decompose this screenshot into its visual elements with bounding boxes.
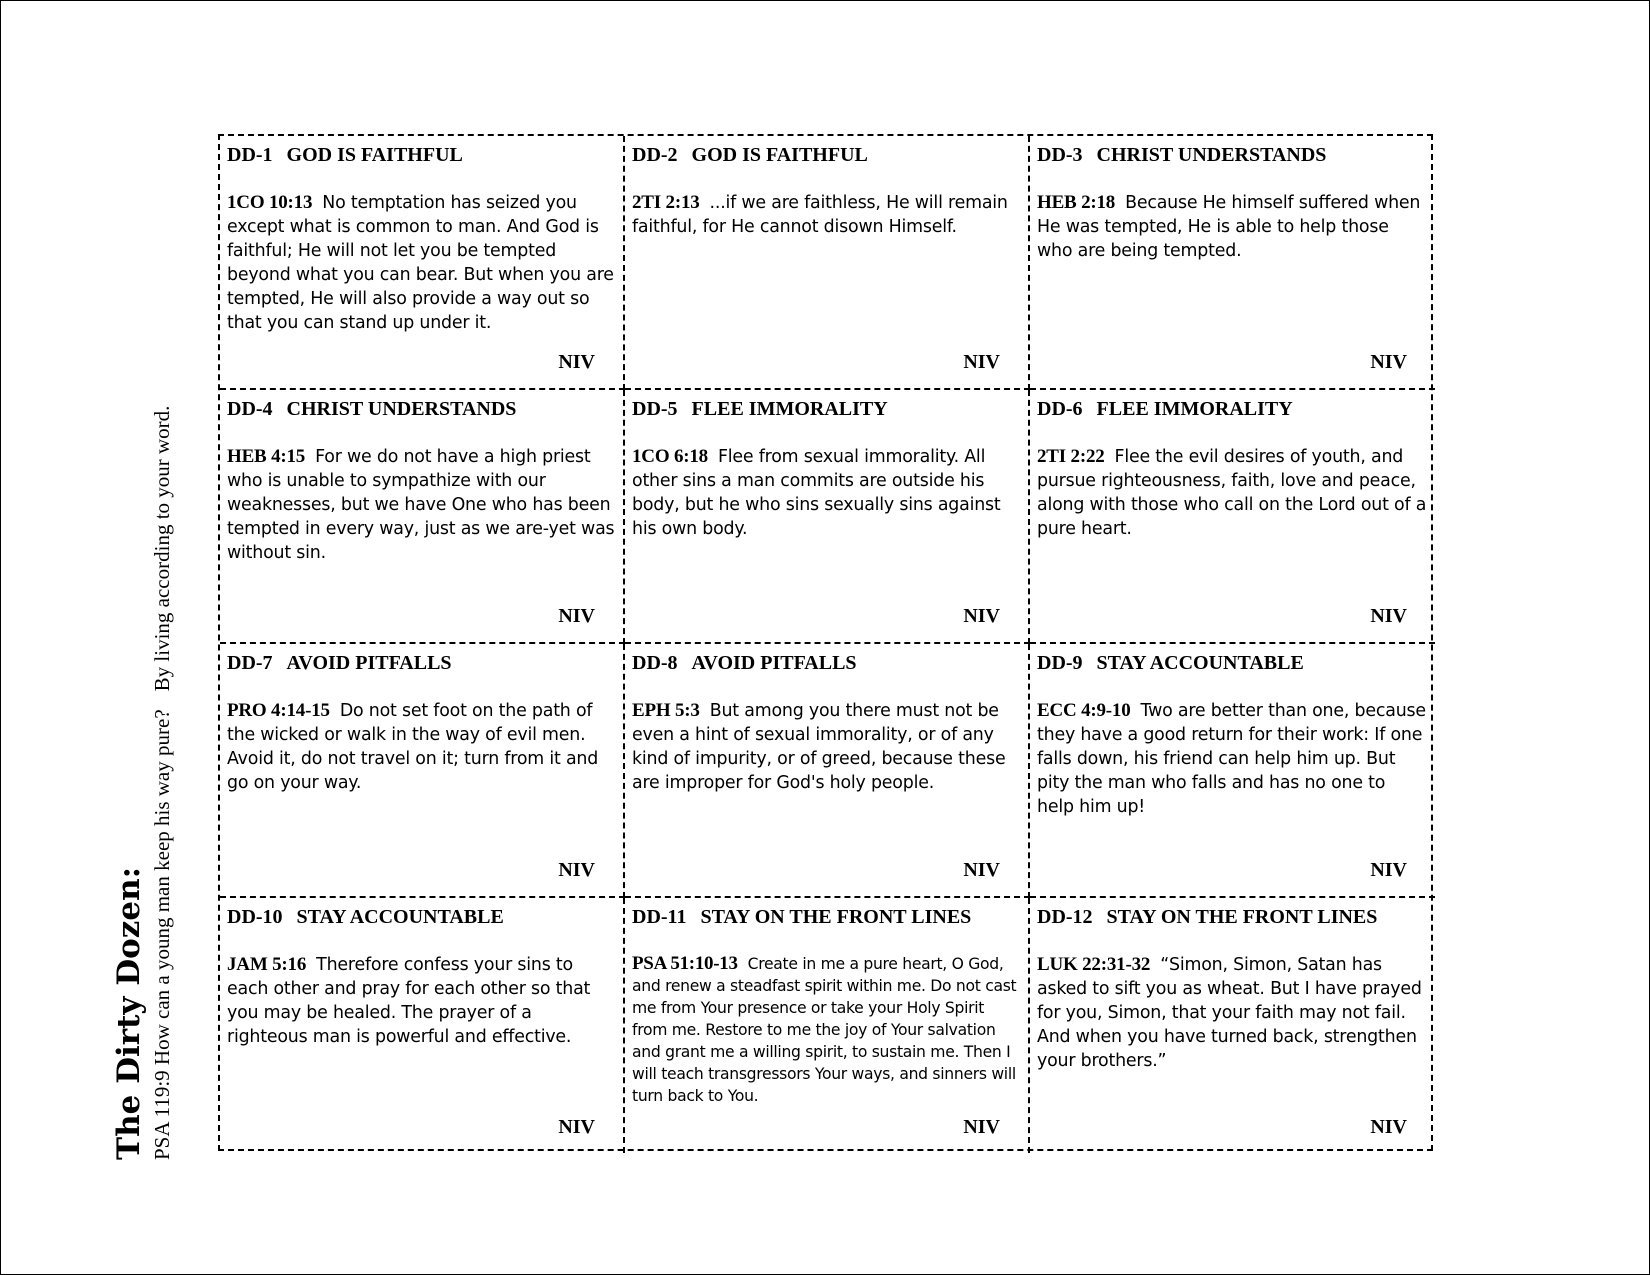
- memory-card: [1030, 898, 1435, 1153]
- card-topic: STAY ACCOUNTABLE: [1096, 652, 1304, 674]
- card-version: NIV: [1370, 351, 1407, 373]
- card-reference: HEB 2:18: [1037, 192, 1116, 213]
- card-header: [1037, 143, 1427, 167]
- card-id: DD-5: [632, 398, 678, 420]
- card-text: Flee from sexual immorality. All other sins a man commits are outside his body, but he who sins sexually sins against his own body.: [632, 447, 1001, 539]
- card-version: NIV: [558, 605, 595, 627]
- card-text: Because He himself suffered when He was tempted, He is able to help those who are being tempted.: [1037, 193, 1421, 261]
- card-topic: STAY ON THE FRONT LINES: [1106, 906, 1378, 928]
- card-text: ...if we are faithless, He will remain faithful, for He cannot disown Himself.: [632, 193, 1008, 237]
- theme-verse-question: How can a young man keep his way pure?: [150, 709, 174, 1066]
- card-text: Create in me a pure heart, O God, and renew a steadfast spirit within me. Do not cast me from Your presence or take your Holy Spirit from me. Restore to me the joy of Your salvation and grant me a willing spirit, to sustain me. Then I will teach transgressors Your ways, and sinners will turn back to You.: [632, 955, 1017, 1105]
- card-reference: JAM 5:16: [227, 954, 307, 975]
- card-id: DD-12: [1037, 906, 1093, 928]
- card-id: DD-2: [632, 144, 678, 166]
- card-topic: AVOID PITFALLS: [691, 652, 857, 674]
- card-text: For we do not have a high priest who is unable to sympathize with our weaknesses, but we have One who has been tempted in every way, just as we are-yet was without sin.: [227, 447, 615, 563]
- card-header: [632, 143, 1020, 167]
- card-version: NIV: [1370, 859, 1407, 881]
- card-topic: CHRIST UNDERSTANDS: [1096, 144, 1327, 166]
- card-version: NIV: [963, 605, 1000, 627]
- card-text: But among you there must not be even a hint of sexual immorality, or of any kind of impurity, or of greed, because these are improper for God's holy people.: [632, 701, 1006, 793]
- theme-verse-answer: By living according to your word.: [150, 405, 174, 692]
- card-id: DD-10: [227, 906, 283, 928]
- card-version: NIV: [558, 351, 595, 373]
- memory-card: [1030, 136, 1435, 390]
- card-text: No temptation has seized you except what is common to man. And God is faithful; He will not let you be tempted beyond what you can bear. But when you are tempted, He will also provide a way out so that you can stand up under it.: [227, 193, 614, 333]
- card-header: [632, 651, 1020, 675]
- card-version: NIV: [963, 1116, 1000, 1138]
- document-title: The Dirty Dozen:: [111, 866, 147, 1160]
- card-verse: [1037, 953, 1427, 1073]
- card-reference: ECC 4:9-10: [1037, 700, 1131, 721]
- card-topic: GOD IS FAITHFUL: [286, 144, 463, 166]
- card-verse: [632, 445, 1020, 541]
- card-topic: CHRIST UNDERSTANDS: [286, 398, 517, 420]
- card-id: DD-11: [632, 906, 687, 928]
- card-verse: [227, 191, 615, 335]
- card-header: [227, 651, 615, 675]
- theme-verse-ref: PSA 119:9: [150, 1070, 174, 1160]
- card-id: DD-1: [227, 144, 273, 166]
- memory-card: [625, 390, 1030, 644]
- card-verse: [1037, 445, 1427, 541]
- theme-verse: [148, 260, 176, 1160]
- card-topic: AVOID PITFALLS: [286, 652, 452, 674]
- card-verse: [1037, 699, 1427, 819]
- card-header: [1037, 397, 1427, 421]
- card-verse: [227, 699, 615, 795]
- card-reference: 2TI 2:22: [1037, 446, 1105, 467]
- card-verse: [632, 699, 1020, 795]
- card-version: NIV: [558, 1116, 595, 1138]
- card-header: [1037, 905, 1427, 929]
- card-reference: PSA 51:10-13: [632, 953, 738, 974]
- card-header: [227, 397, 615, 421]
- card-verse: [632, 191, 1020, 239]
- card-topic: FLEE IMMORALITY: [1096, 398, 1293, 420]
- card-topic: STAY ACCOUNTABLE: [296, 906, 504, 928]
- card-verse: [632, 953, 1020, 1107]
- card-topic: GOD IS FAITHFUL: [691, 144, 868, 166]
- memory-card: [625, 898, 1030, 1153]
- card-header: [1037, 651, 1427, 675]
- memory-card: [1030, 644, 1435, 898]
- card-header: [632, 397, 1020, 421]
- side-title: [110, 260, 176, 1160]
- card-version: NIV: [1370, 1116, 1407, 1138]
- card-header: [632, 905, 1020, 929]
- card-text: Two are better than one, because they have a good return for their work: If one falls down, his friend can help him up. But pity the man who falls and has no one to help him up!: [1037, 701, 1426, 817]
- card-verse: [227, 445, 615, 565]
- card-header: [227, 143, 615, 167]
- card-text: Therefore confess your sins to each other and pray for each other so that you may be healed. The prayer of a righteous man is powerful and effective.: [227, 955, 591, 1047]
- card-id: DD-9: [1037, 652, 1083, 674]
- card-text: Flee the evil desires of youth, and pursue righteousness, faith, love and peace, along with those who call on the Lord out of a pure heart.: [1037, 447, 1427, 539]
- card-reference: LUK 22:31-32: [1037, 954, 1151, 975]
- card-reference: 1CO 6:18: [632, 446, 708, 467]
- card-reference: 1CO 10:13: [227, 192, 313, 213]
- memory-card: [220, 644, 625, 898]
- card-verse: [1037, 191, 1427, 263]
- memory-card: [625, 644, 1030, 898]
- card-topic: FLEE IMMORALITY: [691, 398, 888, 420]
- memory-card: [220, 898, 625, 1153]
- card-reference: HEB 4:15: [227, 446, 306, 467]
- card-text: “Simon, Simon, Satan has asked to sift you as wheat. But I have prayed for you, Simon, that your faith may not fail. And when you have turned back, strengthen your brothers.”: [1037, 955, 1422, 1071]
- card-reference: 2TI 2:13: [632, 192, 700, 213]
- card-version: NIV: [963, 351, 1000, 373]
- card-id: DD-3: [1037, 144, 1083, 166]
- card-text: Do not set foot on the path of the wicked or walk in the way of evil men. Avoid it, do not travel on it; turn from it and go on your way.: [227, 701, 599, 793]
- card-version: NIV: [1370, 605, 1407, 627]
- card-id: DD-8: [632, 652, 678, 674]
- card-id: DD-4: [227, 398, 273, 420]
- memory-card: [625, 136, 1030, 390]
- memory-card: [220, 136, 625, 390]
- card-reference: PRO 4:14-15: [227, 700, 330, 721]
- card-id: DD-7: [227, 652, 273, 674]
- card-verse: [227, 953, 615, 1049]
- card-version: NIV: [558, 859, 595, 881]
- card-version: NIV: [963, 859, 1000, 881]
- card-header: [227, 905, 615, 929]
- card-topic: STAY ON THE FRONT LINES: [700, 906, 972, 928]
- card-id: DD-6: [1037, 398, 1083, 420]
- memory-card: [1030, 390, 1435, 644]
- card-grid: [218, 134, 1433, 1151]
- card-reference: EPH 5:3: [632, 700, 700, 721]
- memory-card: [220, 390, 625, 644]
